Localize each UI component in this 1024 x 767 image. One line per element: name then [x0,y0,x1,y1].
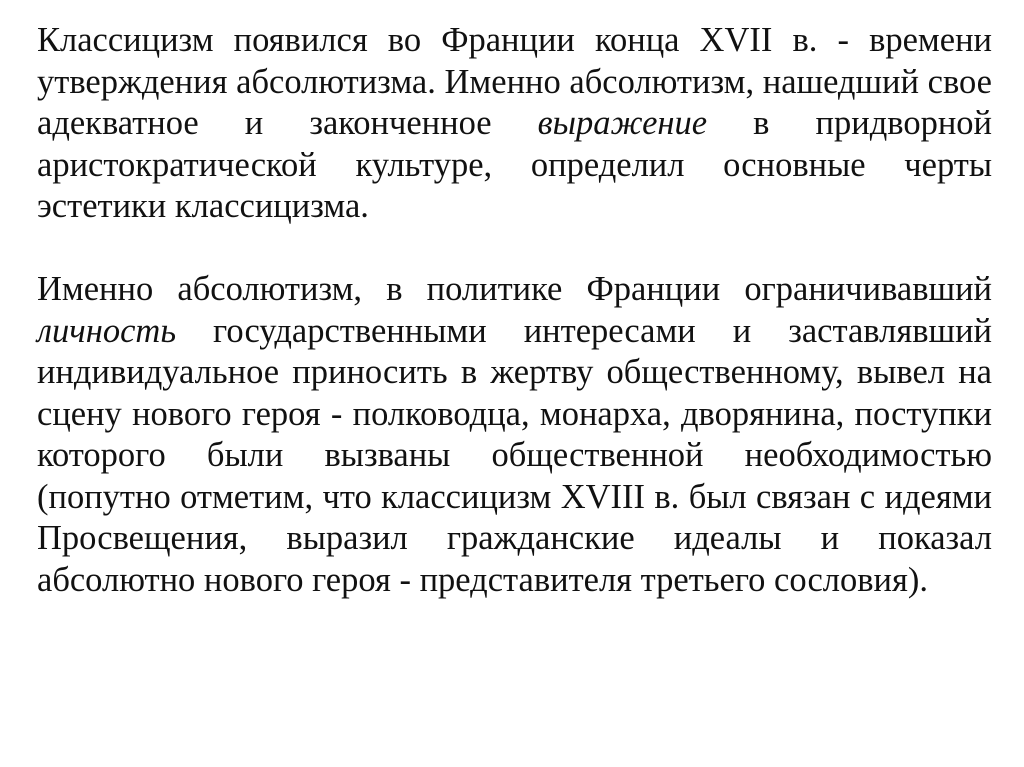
paragraph-1-text-start: Классицизм появился во Франции конца XVII в. - времени утверждения абсолютизма. Именно абсолютизм, нашедший свое адекватное и законченное [37,21,992,142]
paragraph-2-text-end: государственными интересами и заставлявший индивидуальное приносить в жертву общественному, вывел на сцену нового героя - полководца, монарха, дворянина, поступки которого были вызваны общественной необходимостью (попутно отметим, что классицизм XVIII в. был связан с идеями Просвещения, выразил гражданские идеалы и показал абсолютно нового героя - представителя третьего сословия). [37,311,992,599]
paragraph-absolutism-hero [37,269,992,601]
paragraph-1-text-end: в придворной аристократической культуре, определил основные черты эстетики классицизма. [37,104,993,225]
slide-text-body [37,20,992,601]
paragraph-2-text-start: Именно абсолютизм, в политике Франции ограничивавший [37,270,992,308]
paragraph-classicism-origin [37,20,992,228]
emphasized-word-expression: выражение [537,104,708,142]
emphasized-word-personality: личность [37,311,177,350]
